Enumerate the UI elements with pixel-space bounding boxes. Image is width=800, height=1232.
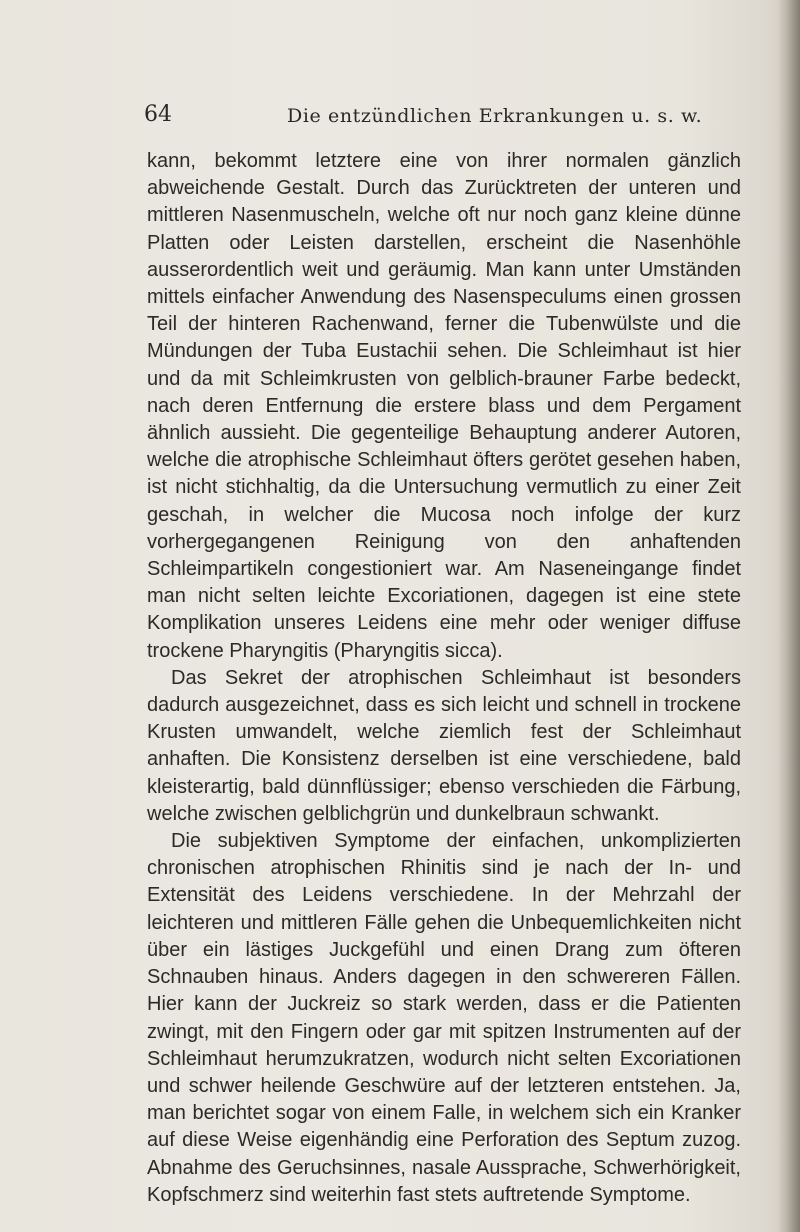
paragraph-2: Das Sekret der atrophischen Schleimhaut ist besonders dadurch ausgezeichnet, dass es sich leicht und schnell in trockene Krusten umwandelt, welche ziemlich fest der Schleimhaut anhaften. Die Konsistenz derselben ist eine verschiedene, bald kleisterartig, bald dünnflüssiger; ebenso verschieden die Färbung, welche zwischen gelblichgrün und dunkelbraun schwankt. <box>147 666 741 825</box>
running-head: Die entzündlichen Erkrankungen u. s. w. <box>287 105 703 127</box>
page-header <box>144 102 744 132</box>
body-text <box>147 148 741 1209</box>
page-edge-shadow <box>778 0 800 1232</box>
page-number: 64 <box>144 102 172 127</box>
paragraph-3: Die subjektiven Symptome der einfachen, unkomplizierten chronischen atrophischen Rhinitis sind je nach der In- und Extensität des Leidens verschiedene. In der Mehrzahl der leichteren und mittleren Fälle gehen die Unbequemlichkeiten nicht über ein lästiges Juckgefühl und einen Drang zum öfteren Schnauben hinaus. Anders dagegen in den schwereren Fällen. Hier kann der Juckreiz so stark werden, dass er die Patienten zwingt, mit den Fingern oder gar mit spitzen Instrumenten auf der Schleimhaut herumzukratzen, wodurch nicht selten Excoriationen und schwer heilende Geschwüre auf der letzteren entstehen. Ja, man berichtet sogar von einem Falle, in welchem sich ein Kranker auf diese Weise eigenhändig eine Perforation des Septum zuzog. Abnahme des Geruchsinnes, nasale Aussprache, Schwerhörigkeit, Kopfschmerz sind weiterhin fast stets auftretende Symptome. <box>147 830 741 1206</box>
paragraph-1: kann, bekommt letztere eine von ihrer normalen gänzlich abweichende Gestalt. Durch das Zurücktreten der unteren und mittleren Nasenmuscheln, welche oft nur noch ganz kleine dünne Platten oder Leisten darstellen, erscheint die Nasenhöhle ausserordentlich weit und geräumig. Man kann unter Umständen mittels einfacher Anwendung des Nasenspeculums einen grossen Teil der hinteren Rachenwand, ferner die Tubenwülste und die Mündungen der Tuba Eustachii sehen. Die Schleimhaut ist hier und da mit Schleimkrusten von gelblich-brauner Farbe bedeckt, nach deren Entfernung die erstere blass und dem Pergament ähnlich aussieht. Die gegenteilige Behauptung anderer Autoren, welche die atrophische Schleimhaut öfters gerötet gesehen haben, ist nicht stichhaltig, da die Untersuchung vermutlich zu einer Zeit geschah, in welcher die Mucosa noch infolge der kurz vorhergegangenen Reinigung von den anhaftenden Schleimpartikeln congestioniert war. Am Naseneingange findet man nicht selten leichte Excoriationen, dagegen ist eine stete Komplikation unseres Leidens eine mehr oder weniger diffuse trockene Pharyngitis (Pharyngitis sicca). <box>147 150 741 662</box>
